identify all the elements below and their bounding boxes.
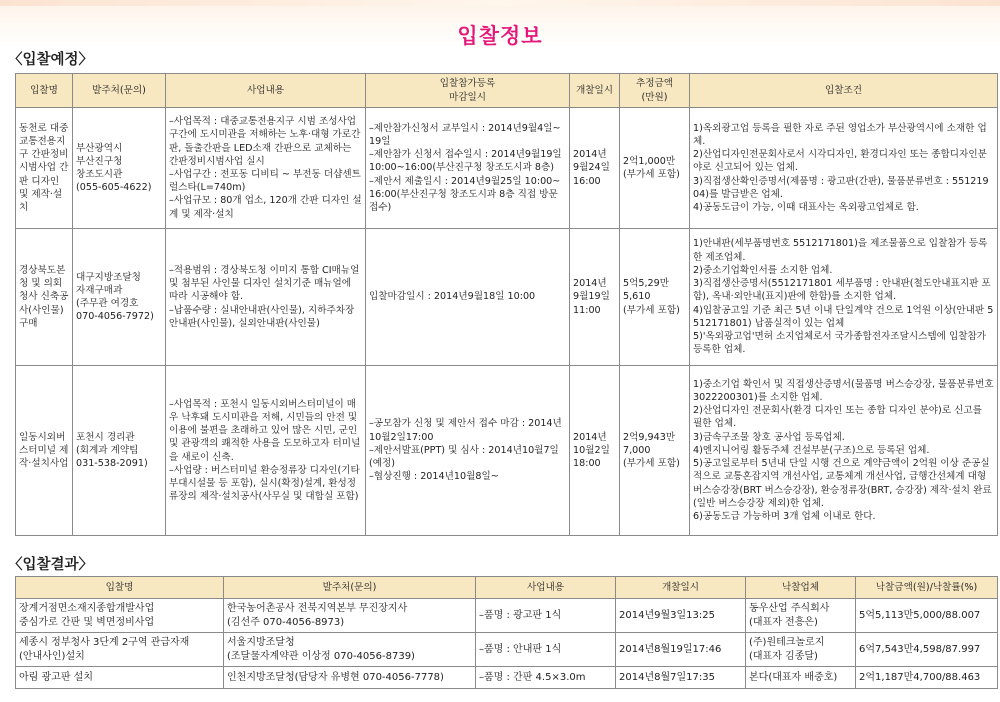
deadline-cell: –공모참가 신청 및 제안서 접수 마감 : 2014년10월2일17:00 –제안서발표(PPT) 및 심사 : 2014년10월7일(예정) –협상진행 : 2014년10월8일~ <box>366 366 570 536</box>
header-winner: 낙찰업체 <box>746 577 856 599</box>
open-date-cell: 2014년9월3일13:25 <box>616 599 746 633</box>
content-cell: –품명 : 광고판 1식 <box>476 599 616 633</box>
award-amount-cell: 5억5,113만5,000/88.007 <box>856 599 998 633</box>
table-row <box>16 108 998 229</box>
content-cell: –사업목적 : 대중교통전용지구 시범 조성사업 구간에 도시미관을 저해하는 노후·대형 가로간판, 돌출간판을 LED소재 간판으로 교체하는 간판정비시범사업 실시 –사업구간 : 전포동 디비티 ~ 부전동 더샵센트럴스타(L=740m) –사업규모 : 80개 업소, 120개 간판 디자인 설계 및 제작·설치 <box>166 108 366 229</box>
amount-cell: 5억5,29만 5,610 (부가세 포함) <box>620 229 690 366</box>
table-row <box>16 667 998 689</box>
deadline-cell: –제안참가신청서 교부일시 : 2014년9월4일~19일 –제안참가 신청서 접수일시 : 2014년9월19일 10:00~16:00(부산진구청 창조도시과 8층) –제안서 제출일시 : 2014년9월25일 10:00~16:00(부산진구청 창조도시과 8층 직접 방문접수) <box>366 108 570 229</box>
open-date-cell: 2014년8월7일17:35 <box>616 667 746 689</box>
bid-name-cell: 동천로 대중교통전용지구 간판정비시범사업 간판 디자인 및 제작·설치 <box>16 108 73 229</box>
header-content: 사업내용 <box>166 74 366 108</box>
header-conditions: 입찰조건 <box>690 74 998 108</box>
header-content: 사업내용 <box>476 577 616 599</box>
client-cell: 부산광역시 부산진구청 창조도시관 (055-605-4622) <box>73 108 166 229</box>
header-bid-name: 입찰명 <box>16 74 73 108</box>
deadline-cell: 입찰마감일시 : 2014년9월18일 10:00 <box>366 229 570 366</box>
award-amount-cell: 2억1,187만4,700/88.463 <box>856 667 998 689</box>
winner-cell: 동우산업 주식회사 (대표자 전흥은) <box>746 599 856 633</box>
table-row <box>16 599 998 633</box>
open-date-cell: 2014년 9월24일 16:00 <box>570 108 620 229</box>
amount-cell: 2억9,943만 7,000 (부가세 포함) <box>620 366 690 536</box>
client-cell: 서울지방조달청 (조달물자계약관 이상정 070-4056-8739) <box>224 633 476 667</box>
client-cell: 대구지방조달청 자재구매과 (주무관 여경호 070-4056-7972) <box>73 229 166 366</box>
page-title: 입찰정보 <box>457 24 543 48</box>
table-row <box>16 633 998 667</box>
client-cell: 포천시 경리관 (회계과 계약팀 031-538-2091) <box>73 366 166 536</box>
bid-name-cell: 장계거점면소재지종합개발사업 중심가로 간판 및 벽면정비사업 <box>16 599 224 633</box>
section-title-results: 〈입찰결과〉 <box>8 557 94 573</box>
table-row <box>16 366 998 536</box>
client-cell: 한국농어촌공사 전북지역본부 무진장지사 (김선주 070-4056-8973) <box>224 599 476 633</box>
bid-name-cell: 아림 광고판 설치 <box>16 667 224 689</box>
conditions-cell: 1)옥외광고업 등록을 필한 자로 주된 영업소가 부산광역시에 소재한 업체. 2)산업디자인전문회사로서 시각디자인, 환경디자인 또는 종합디자인분야로 신고되어 있는 업체. 3)직접생산확인증명서(제품명 : 광고판(간판), 물품분류번호 : 55121904)를 발급받은 업체. 4)공동도급이 가능, 이때 대표사는 옥외광고업체로 함. <box>690 108 998 229</box>
bid-name-cell: 세종시 정부청사 3단계 2구역 관급자재 (안내사인)설치 <box>16 633 224 667</box>
bid-results-table <box>15 576 998 689</box>
section-title-upcoming: 〈입찰예정〉 <box>8 52 94 68</box>
header-bid-name: 입찰명 <box>16 577 224 599</box>
upcoming-bids-table <box>15 73 998 536</box>
table-row <box>16 229 998 366</box>
bid-name-cell: 경상북도본청 및 의회청사 신축공사(사인물)구매 <box>16 229 73 366</box>
header-deadline: 입찰참가등록 마감일시 <box>366 74 570 108</box>
bid-name-cell: 일동시외버스터미널 제작·설치사업 <box>16 366 73 536</box>
content-cell: –품명 : 안내판 1식 <box>476 633 616 667</box>
open-date-cell: 2014년 9월19일 11:00 <box>570 229 620 366</box>
header-open-date: 개찰일시 <box>570 74 620 108</box>
header-client: 발주처(문의) <box>73 74 166 108</box>
table-header-row <box>16 577 998 599</box>
table-header-row <box>16 74 998 108</box>
header-award-amount: 낙찰금액(원)/낙찰률(%) <box>856 577 998 599</box>
open-date-cell: 2014년 10월2일 18:00 <box>570 366 620 536</box>
open-date-cell: 2014년8월19일17:46 <box>616 633 746 667</box>
winner-cell: (주)원테크놀로지 (대표자 김종달) <box>746 633 856 667</box>
content-cell: –품명 : 간판 4.5×3.0m <box>476 667 616 689</box>
header-client: 발주처(문의) <box>224 577 476 599</box>
conditions-cell: 1)안내판(세부품명번호 5512171801)을 제조물품으로 입찰참가 등록한 제조업체. 2)중소기업확인서를 소지한 업체. 3)직접생산증명서(5512171801 세부품명 : 안내판(철도안내표지판 포함), 옥내·외안내(표지)판에 한함)를 소지한 업체. 4)입찰공고일 기준 최근 5년 이내 단일계약 건으로 1억원 이상(안내판 5512171801) 납품실적이 있는 업체 5)'옥외광고업'면허 소지업체로서 국가종합전자조달시스템에 입찰참가 등록한 업체. <box>690 229 998 366</box>
winner-cell: 본다(대표자 배중호) <box>746 667 856 689</box>
header-open-date: 개찰일시 <box>616 577 746 599</box>
client-cell: 인천지방조달청(담당자 유병현 070-4056-7778) <box>224 667 476 689</box>
award-amount-cell: 6억7,543만4,598/87.997 <box>856 633 998 667</box>
conditions-cell: 1)중소기업 확인서 및 직접생산증명서(물품명 버스승강장, 물품분류번호 3022200301)를 소지한 업체. 2)산업디자인 전문회사(환경 디자인 또는 종합 디자인 분야)로 신고를 필한 업체. 3)금속구조물 창호 공사업 등록업체. 4)엔지니어링 활동주체 건설부분(구조)으로 등록된 업체. 5)공고일로부터 5년내 단일 시행 건으로 계약금액이 2억원 이상 준공실적으로 교통혼잡지역 개선사업, 교통체계 개선사업, 급행간선체계 대형버스승강장(BRT 버스승강장), 환승정류장(BRT, 승강장) 제작·설치 완료(일반 버스승강장 제외)한 업체. 6)공동도급 가능하며 3개 업체 이내로 한다. <box>690 366 998 536</box>
content-cell: –사업목적 : 포천시 일동시외버스터미널이 매우 낙후돼 도시미관을 저해, 시민들의 안전 및 이용에 불편을 초래하고 있어 많은 시민, 군인 및 관광객의 쾌적한 사용을 도모하고자 터미널을 새로이 신축. –사업량 : 버스터미널 환승정류장 디자인(기타 부대시설물 등 포함), 실시(확정)설계, 환성정류장의 제작·설치공사(사무실 및 대합실 포함) <box>166 366 366 536</box>
amount-cell: 2억1,000만 (부가세 포함) <box>620 108 690 229</box>
content-cell: –적용범위 : 경상북도청 이미지 통합 CI매뉴얼 및 첨부된 사인물 디자인 설치기준 매뉴얼에 따라 시공해야 함. –납품수량 : 실내안내판(사인물), 지하주차장안내판(사인물), 실외안내판(사인물) <box>166 229 366 366</box>
header-amount: 추정금액 (만원) <box>620 74 690 108</box>
title-band-stripe <box>0 0 1000 6</box>
